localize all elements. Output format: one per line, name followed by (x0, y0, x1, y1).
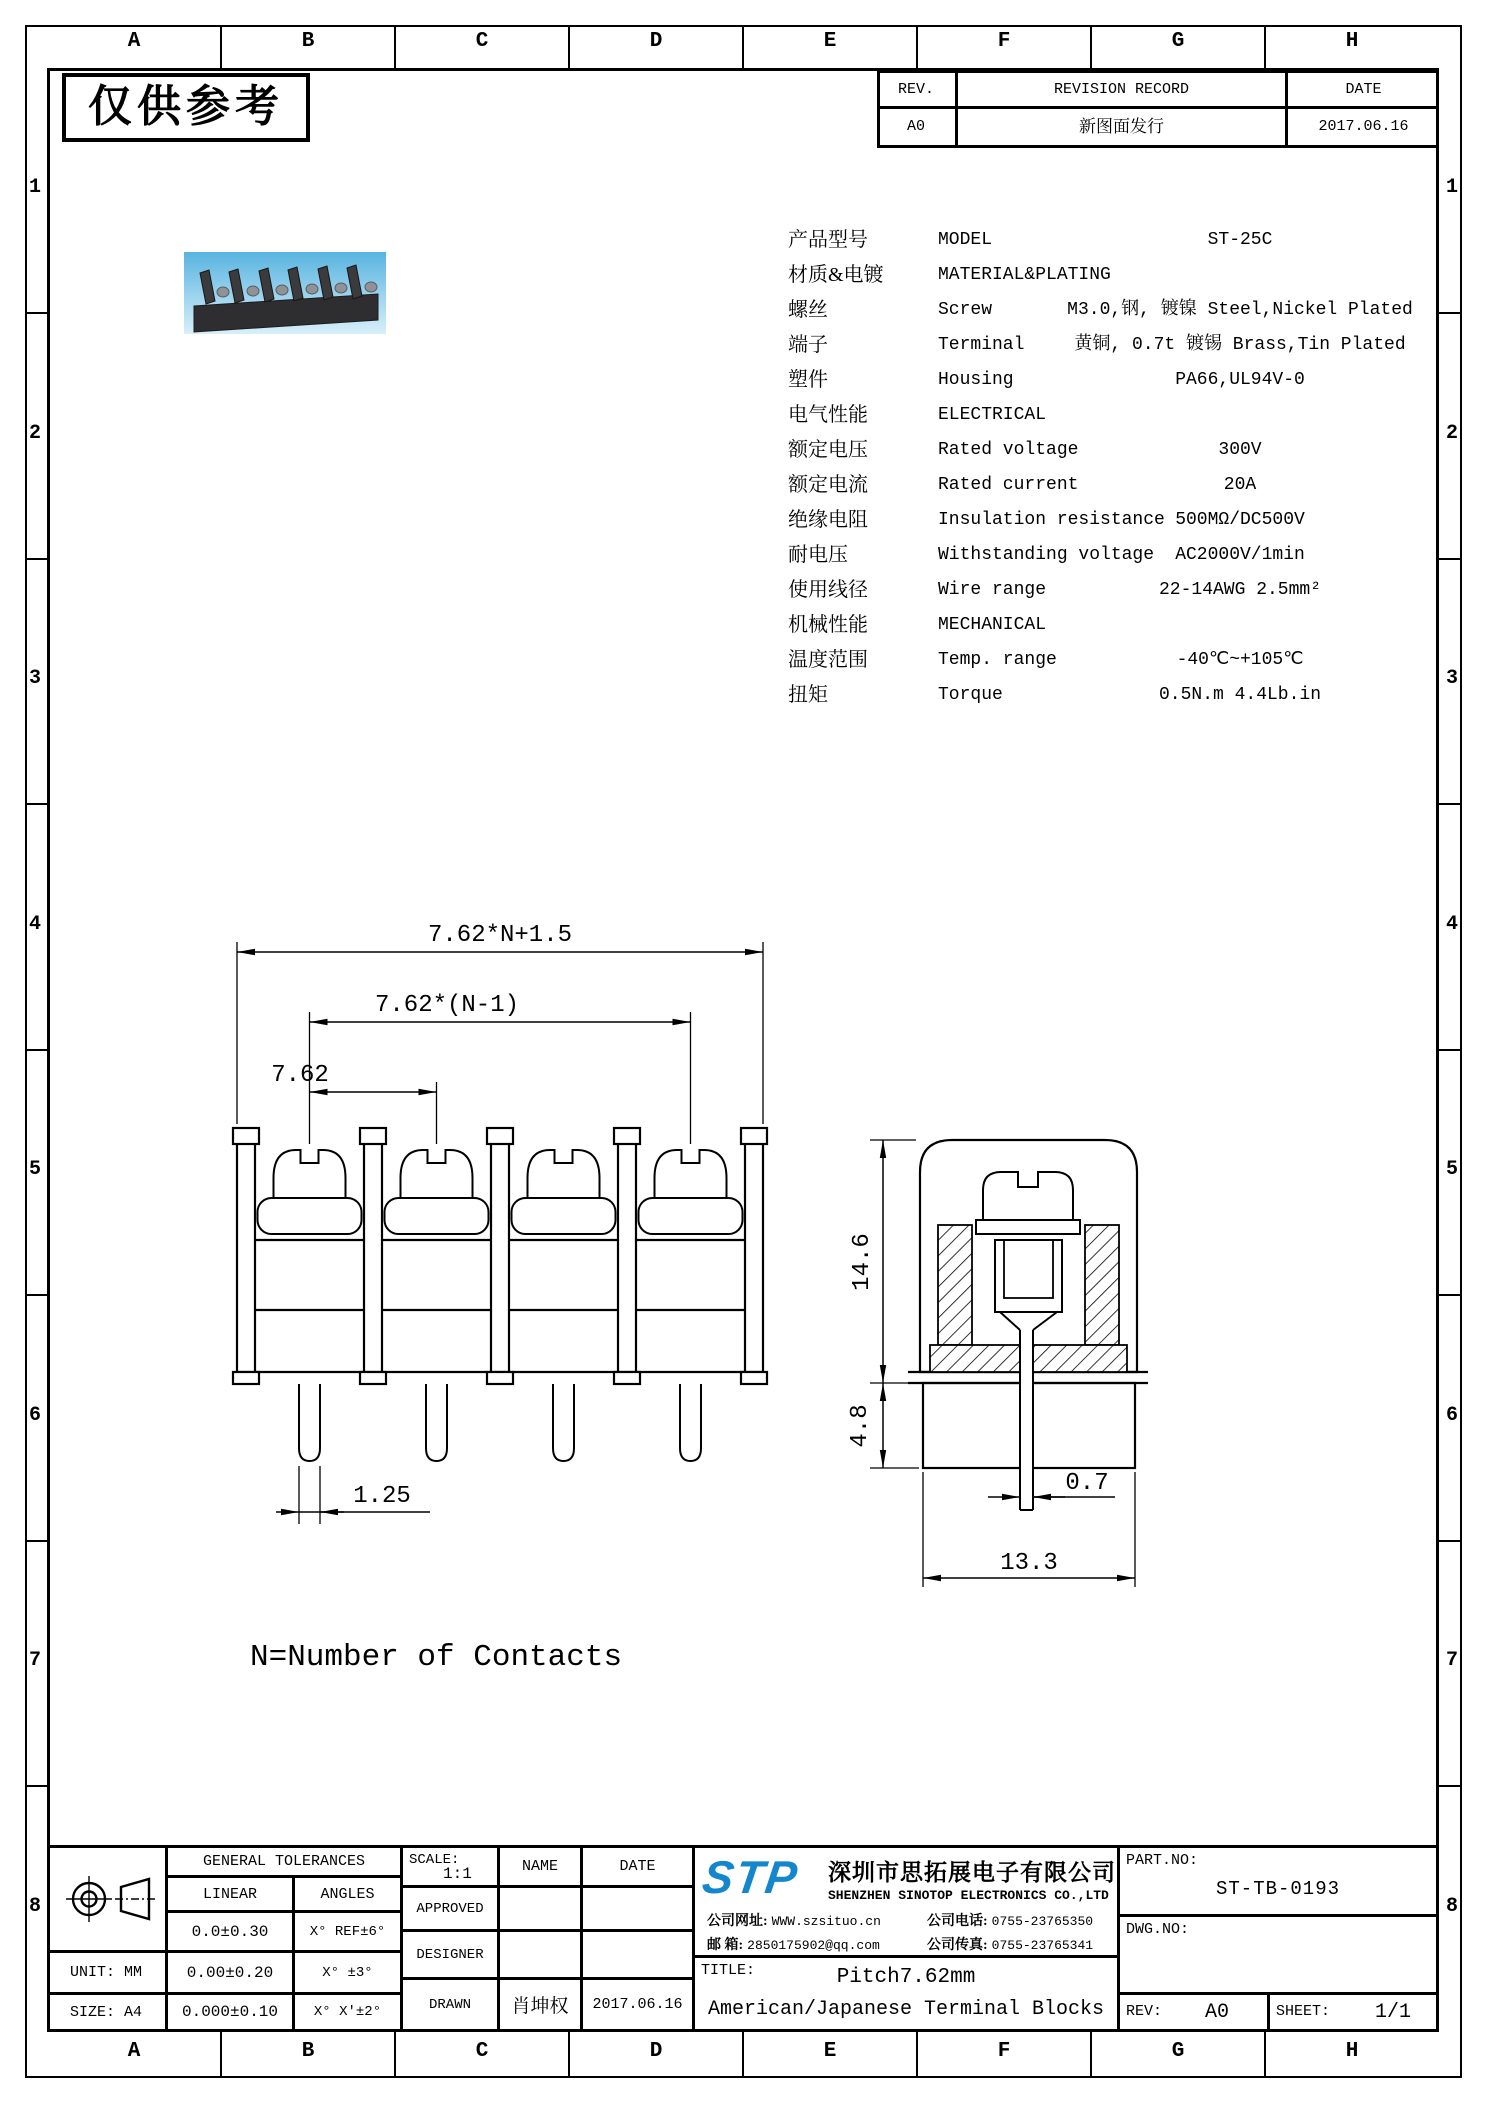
spec-label-en: Insulation resistance (938, 510, 1165, 530)
dim-label-pitch: 7.62 (271, 1062, 329, 1089)
designer-date-cell (583, 1932, 695, 1980)
email-label: 邮 箱: (707, 1938, 744, 1953)
zone-col-label: A (127, 30, 141, 53)
zone-tick (25, 312, 47, 314)
zone-tick (25, 1049, 47, 1051)
zone-tick (220, 25, 222, 68)
rev-value: A0 (906, 118, 925, 135)
designer-label: DESIGNER (403, 1932, 500, 1980)
date-header: DATE (1345, 81, 1382, 98)
company-fax-row (927, 1934, 1093, 1954)
zone-col-label: A (127, 2040, 141, 2063)
scale-cell (403, 1848, 500, 1888)
spec-value: AC2000V/1min (1175, 545, 1305, 565)
fax-label: 公司传真: (927, 1938, 988, 1953)
angle-tol-3: X° X'±2° (295, 1995, 403, 2032)
website-label: 公司网址: (707, 1914, 768, 1929)
angle-tol-2: X° ±3° (295, 1953, 403, 1995)
zone-col-label: F (997, 2040, 1011, 2063)
company-name-en: SHENZHEN SINOTOP ELECTRONICS CO.,LTD (828, 1888, 1109, 1903)
solder-pins (299, 1384, 701, 1461)
linear-tol-3: 0.000±0.10 (168, 1995, 295, 2032)
spec-label-en: Housing (938, 370, 1014, 390)
spec-value (1050, 260, 1430, 290)
zone-row-label: 1 (28, 176, 41, 199)
dim-label-overall-width: 7.62*N+1.5 (427, 922, 573, 949)
general-tolerances-header: GENERAL TOLERANCES (168, 1848, 403, 1878)
spec-label-en: ELECTRICAL (938, 405, 1047, 425)
approved-name-cell (500, 1888, 583, 1932)
spec-label-en: Screw (938, 300, 993, 320)
zone-tick (1439, 1294, 1462, 1296)
zone-tick (1439, 558, 1462, 560)
title-line1: Pitch7.62mm (836, 1966, 976, 1989)
contacts-note: N=Number of Contacts (250, 1640, 623, 1675)
designer-name-cell (500, 1932, 583, 1980)
zone-row-label: 5 (1445, 1158, 1458, 1181)
zone-row-label: 4 (28, 913, 41, 936)
spec-label-cn: 绝缘电阻 (788, 509, 868, 531)
spec-label-cn: 电气性能 (788, 404, 868, 426)
spec-label-cn: 耐电压 (788, 544, 848, 566)
spec-value: 300V (1218, 440, 1262, 460)
zone-tick (742, 25, 744, 68)
revision-record-header: REVISION RECORD (1053, 81, 1190, 98)
zone-col-label: B (301, 30, 315, 53)
zone-col-label: C (475, 30, 489, 53)
zone-col-label: B (301, 2040, 315, 2063)
dim-label-standoff: 4.8 (847, 1404, 874, 1448)
zone-row-label: 8 (28, 1895, 41, 1918)
approved-date-cell (583, 1888, 695, 1932)
zone-row-label: 5 (28, 1158, 41, 1181)
zone-tick (220, 2032, 222, 2078)
approved-label: APPROVED (403, 1888, 500, 1932)
zone-tick (25, 1540, 47, 1542)
title-cell (695, 1958, 1120, 2032)
phone-value: 0755-23765350 (991, 1914, 1094, 1929)
spec-label-en: Rated current (938, 475, 1079, 495)
product-photo (184, 252, 386, 334)
zone-row-label: 3 (1445, 667, 1458, 690)
zone-col-label: H (1345, 2040, 1359, 2063)
spec-label-en: Wire range (938, 580, 1047, 600)
spec-label-cn: 产品型号 (788, 229, 868, 251)
third-angle-projection-icon (47, 1848, 165, 1950)
spec-label-en: Terminal (938, 335, 1025, 355)
zone-tick (742, 2032, 744, 2078)
dim-label-pin-thickness: 0.7 (1065, 1470, 1109, 1497)
rev-value: A0 (1205, 2001, 1230, 2024)
zone-col-label: E (823, 2040, 837, 2063)
spec-label-cn: 螺丝 (788, 299, 828, 321)
zone-col-label: D (649, 30, 663, 53)
spec-value: 500MΩ/DC500V (1175, 510, 1305, 530)
sheet-label: SHEET: (1276, 2003, 1331, 2020)
angles-header: ANGLES (295, 1878, 403, 1913)
zone-col-label: E (823, 30, 837, 53)
zone-tick (568, 2032, 570, 2078)
company-phone-row (927, 1910, 1093, 1930)
zone-row-label: 3 (28, 667, 41, 690)
unit-cell: UNIT: MM (47, 1953, 168, 1995)
zone-col-label: H (1345, 30, 1359, 53)
spec-value (1050, 610, 1430, 640)
zone-tick (25, 1294, 47, 1296)
company-logo: STP (699, 1851, 803, 1903)
spec-label-cn: 扭矩 (788, 684, 828, 706)
zone-row-label: 6 (28, 1404, 41, 1427)
company-name-cn: 深圳市思拓展电子有限公司 (828, 1860, 1116, 1885)
zone-row-label: 2 (1445, 422, 1458, 445)
spec-label-en: MODEL (938, 230, 993, 250)
spec-value: 22-14AWG 2.5mm² (1158, 580, 1322, 600)
zone-row-label: 1 (1445, 176, 1458, 199)
linear-tol-1: 0.0±0.30 (168, 1913, 295, 1953)
spec-label-en: MECHANICAL (938, 615, 1047, 635)
spec-label-en: MATERIAL&PLATING (938, 265, 1111, 285)
zone-col-label: F (997, 30, 1011, 53)
zone-tick (1264, 2032, 1266, 2078)
zone-row-label: 6 (1445, 1404, 1458, 1427)
dim-label-height: 14.6 (849, 1233, 876, 1291)
spec-label-cn: 端子 (788, 334, 828, 356)
scale-label: SCALE: (409, 1852, 460, 1868)
zone-tick (916, 25, 918, 68)
dim-label-depth: 13.3 (1000, 1550, 1058, 1577)
name-header: NAME (500, 1848, 583, 1888)
zone-tick (1090, 25, 1092, 68)
spec-label-cn: 材质&电镀 (788, 264, 884, 286)
linear-tol-2: 0.00±0.20 (168, 1953, 295, 1995)
spec-label-cn: 额定电压 (788, 439, 868, 461)
zone-col-label: C (475, 2040, 489, 2063)
part-no-label: PART.NO: (1126, 1852, 1199, 1869)
zone-col-label: D (649, 2040, 663, 2063)
zone-row-label: 7 (1445, 1649, 1458, 1672)
rev-label: REV: (1126, 2003, 1163, 2020)
pin-fill (1021, 1330, 1033, 1510)
zone-tick (25, 558, 47, 560)
zone-tick (25, 1785, 47, 1787)
spec-value: 黄铜, 0.7t 镀锡 Brass,Tin Plated (1074, 335, 1406, 355)
zone-tick (394, 2032, 396, 2078)
company-cell (695, 1848, 1120, 1958)
part-no-value: ST-TB-0193 (1215, 1878, 1341, 1900)
spec-value (1050, 400, 1430, 430)
size-cell: SIZE: A4 (47, 1995, 168, 2032)
zone-tick (1439, 803, 1462, 805)
projection-symbol-cell (47, 1848, 168, 1953)
zone-tick (916, 2032, 918, 2078)
clamp-body (995, 1240, 1062, 1312)
zone-tick (25, 803, 47, 805)
spec-label-en: Torque (938, 685, 1003, 705)
zone-row-label: 7 (28, 1649, 41, 1672)
title-line2: American/Japanese Terminal Blocks (707, 1998, 1105, 2021)
fax-value: 0755-23765341 (991, 1938, 1094, 1953)
zone-tick (1439, 1049, 1462, 1051)
zone-tick (1090, 2032, 1092, 2078)
spec-value: 20A (1223, 475, 1257, 495)
spec-label-en: Temp. range (938, 650, 1057, 670)
zone-row-label: 8 (1445, 1895, 1458, 1918)
front-view-drawing (180, 900, 820, 1630)
dwg-no-cell (1120, 1917, 1439, 1995)
scale-value: 1:1 (443, 1865, 472, 1883)
spec-value: 0.5N.m 4.4Lb.in (1158, 685, 1322, 705)
side-view-drawing (840, 1100, 1200, 1600)
spec-label-cn: 额定电流 (788, 474, 868, 496)
revision-date-value: 2017.06.16 (1318, 118, 1409, 135)
date-header: DATE (583, 1848, 695, 1888)
spec-label-en: Withstanding voltage (938, 545, 1155, 565)
zone-col-label: G (1171, 30, 1185, 53)
sheet-value: 1/1 (1374, 2001, 1411, 2024)
zone-row-label: 2 (28, 422, 41, 445)
part-no-cell (1120, 1848, 1439, 1917)
rev-header: REV. (897, 81, 934, 98)
spec-label-cn: 使用线径 (788, 579, 868, 601)
zone-row-label: 4 (1445, 913, 1458, 936)
website-value: WWW.szsituo.cn (771, 1914, 881, 1929)
zone-tick (394, 25, 396, 68)
zone-tick (1439, 312, 1462, 314)
zone-tick (1264, 25, 1266, 68)
angle-tol-1: X° REF±6° (295, 1913, 403, 1953)
company-website-row (707, 1910, 881, 1930)
zone-tick (1439, 1540, 1462, 1542)
drawn-date: 2017.06.16 (583, 1980, 695, 2032)
rev-cell (1120, 1995, 1270, 2032)
zone-tick (568, 25, 570, 68)
sheet-cell (1270, 1995, 1439, 2032)
dim-label-pin-width: 1.25 (353, 1483, 411, 1510)
phone-label: 公司电话: (927, 1914, 988, 1929)
spec-label-cn: 温度范围 (788, 649, 868, 671)
spec-label-cn: 塑件 (788, 369, 828, 391)
title-label: TITLE: (701, 1962, 756, 1979)
spec-value: PA66,UL94V-0 (1175, 370, 1305, 390)
email-value: 2850175902@qq.com (747, 1938, 880, 1953)
zone-col-label: G (1171, 2040, 1185, 2063)
drawn-label: DRAWN (403, 1980, 500, 2032)
drawn-name: 肖坤权 (500, 1980, 583, 2032)
company-email-row (707, 1934, 880, 1954)
dwg-no-label: DWG.NO: (1126, 1921, 1190, 1938)
spec-value: -40℃~+105℃ (1176, 650, 1304, 670)
revision-record-value: 新图面发行 (1079, 117, 1164, 136)
spec-value: ST-25C (1207, 230, 1273, 250)
spec-label-cn: 机械性能 (788, 614, 868, 636)
reference-only-stamp: 仅供参考 (62, 73, 310, 142)
washer (976, 1220, 1080, 1234)
dim-label-span: 7.62*(N-1) (374, 992, 520, 1019)
spec-value: M3.0,钢, 镀镍 Steel,Nickel Plated (1067, 300, 1413, 320)
linear-header: LINEAR (168, 1878, 295, 1913)
zone-tick (1439, 1785, 1462, 1787)
spec-label-en: Rated voltage (938, 440, 1079, 460)
